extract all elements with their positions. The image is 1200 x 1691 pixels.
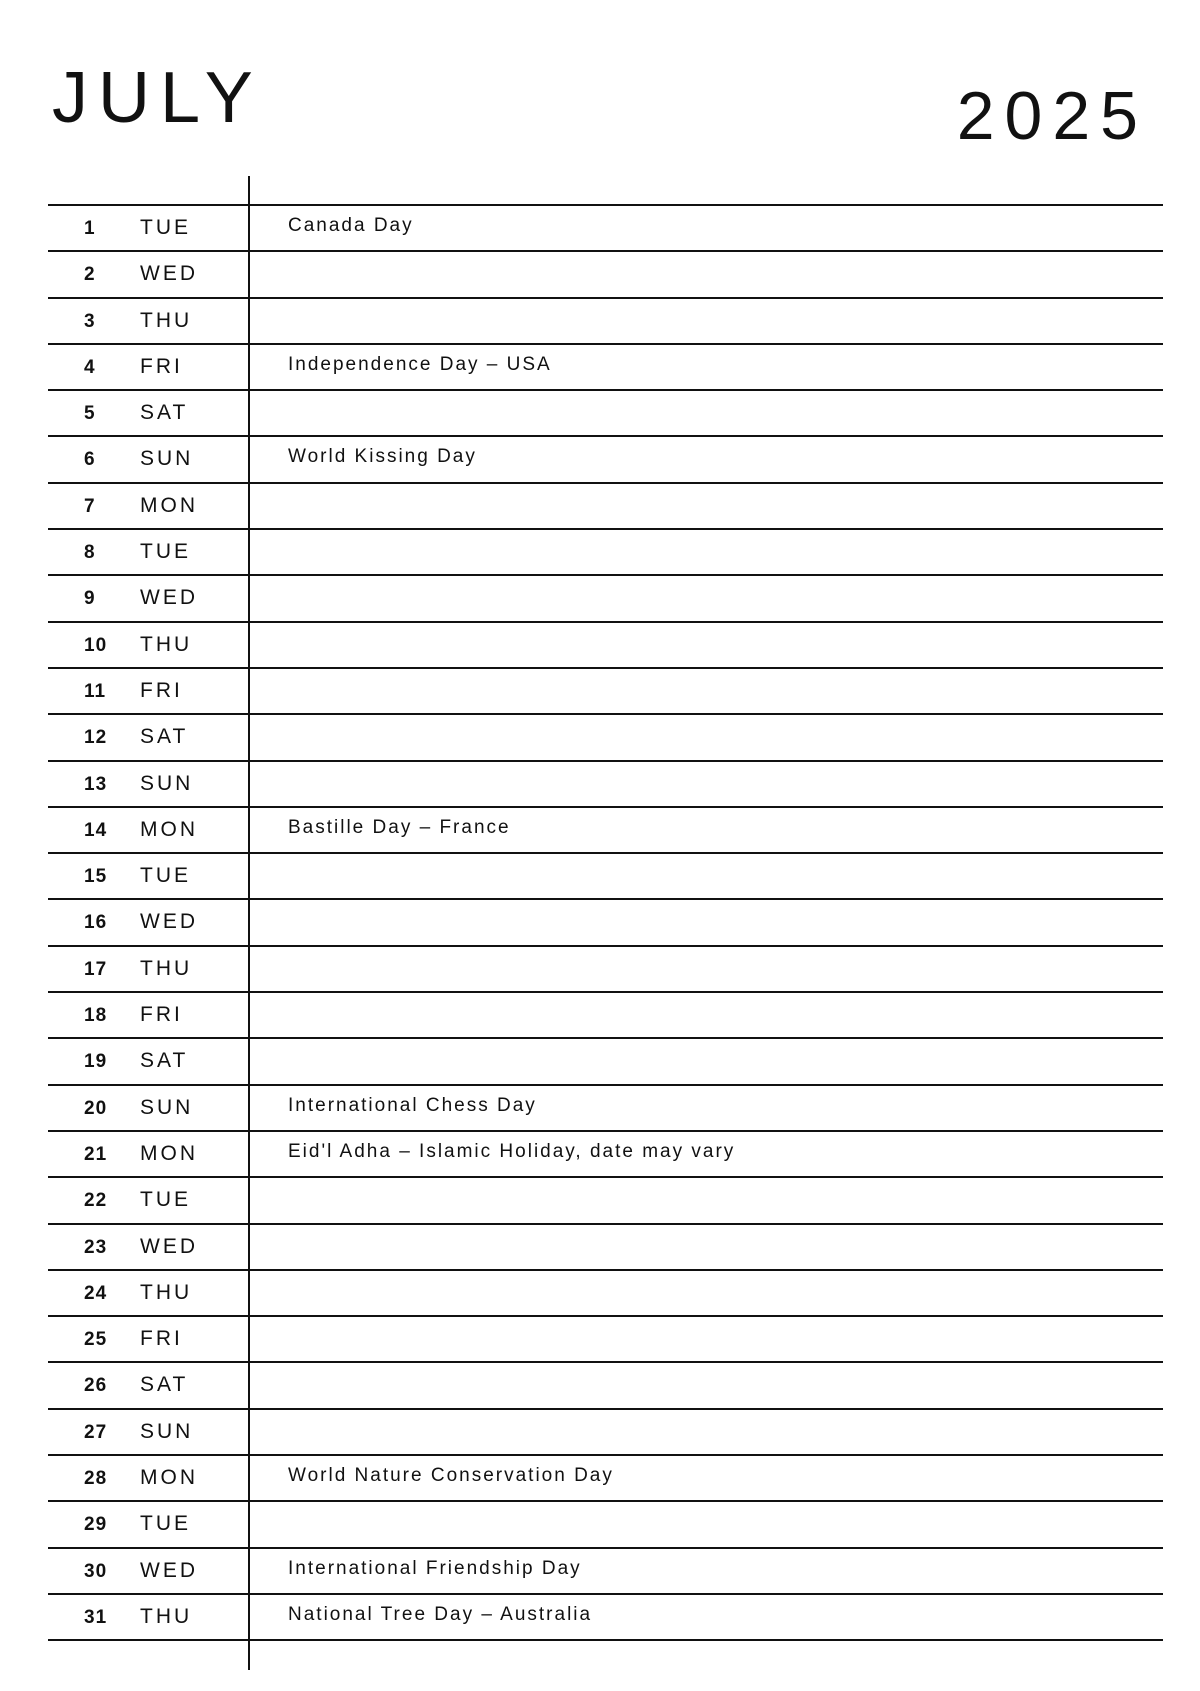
weekday-label: WED: [140, 1234, 198, 1258]
day-row[interactable]: [48, 1502, 1163, 1548]
day-number: 28: [84, 1468, 108, 1490]
day-row[interactable]: [48, 715, 1163, 761]
day-number: 4: [84, 356, 96, 378]
day-row[interactable]: [48, 1317, 1163, 1363]
day-number: 17: [84, 958, 108, 980]
event-text[interactable]: World Kissing Day: [288, 446, 477, 468]
day-row[interactable]: [48, 1456, 1163, 1502]
day-number: 16: [84, 912, 108, 934]
day-row[interactable]: [48, 391, 1163, 437]
day-row[interactable]: [48, 345, 1163, 391]
day-row[interactable]: [48, 484, 1163, 530]
day-number: 9: [84, 588, 96, 610]
day-row[interactable]: [48, 854, 1163, 900]
day-planner: [48, 176, 1163, 1670]
day-row[interactable]: [48, 1410, 1163, 1456]
day-number: 18: [84, 1005, 108, 1027]
day-number: 15: [84, 866, 108, 888]
weekday-label: FRI: [140, 354, 183, 378]
day-row[interactable]: [48, 669, 1163, 715]
day-number: 22: [84, 1190, 108, 1212]
day-number: 23: [84, 1236, 108, 1258]
weekday-label: SUN: [140, 1419, 194, 1443]
year-title: 2025: [956, 78, 1148, 154]
weekday-label: FRI: [140, 1327, 183, 1351]
day-number: 6: [84, 449, 96, 471]
day-number: 30: [84, 1560, 108, 1582]
weekday-label: TUE: [140, 540, 191, 564]
weekday-label: THU: [140, 632, 193, 656]
day-row[interactable]: [48, 900, 1163, 946]
day-row[interactable]: [48, 1595, 1163, 1641]
day-row[interactable]: [48, 1178, 1163, 1224]
weekday-label: THU: [140, 1280, 193, 1304]
day-number: 12: [84, 727, 108, 749]
day-row[interactable]: [48, 1225, 1163, 1271]
event-text[interactable]: Canada Day: [288, 215, 414, 236]
day-row[interactable]: [48, 808, 1163, 854]
day-row[interactable]: [48, 299, 1163, 345]
event-text[interactable]: National Tree Day – Australia: [288, 1603, 593, 1625]
event-text[interactable]: International Chess Day: [288, 1094, 537, 1116]
month-title: JULY: [52, 58, 263, 138]
event-text[interactable]: International Friendship Day: [288, 1557, 582, 1579]
weekday-label: SAT: [140, 1373, 189, 1397]
day-number: 26: [84, 1375, 108, 1397]
day-number: 13: [84, 773, 108, 795]
event-text[interactable]: Bastille Day – France: [288, 816, 511, 838]
weekday-label: SUN: [140, 1095, 194, 1119]
weekday-label: FRI: [140, 1003, 183, 1027]
weekday-label: MON: [140, 493, 198, 517]
day-number: 10: [84, 634, 108, 656]
day-row[interactable]: [48, 437, 1163, 483]
day-number: 24: [84, 1282, 108, 1304]
weekday-label: MON: [140, 817, 198, 841]
day-number: 27: [84, 1421, 108, 1443]
day-row[interactable]: [48, 947, 1163, 993]
weekday-label: THU: [140, 956, 193, 980]
day-number: 2: [84, 264, 96, 286]
day-number: 19: [84, 1051, 108, 1073]
day-row[interactable]: [48, 1039, 1163, 1085]
day-row[interactable]: [48, 993, 1163, 1039]
day-number: 14: [84, 819, 108, 841]
day-row[interactable]: [48, 1363, 1163, 1409]
day-row[interactable]: [48, 1271, 1163, 1317]
weekday-label: SAT: [140, 401, 189, 425]
day-rows: [48, 204, 1163, 1641]
day-number: 11: [84, 680, 107, 702]
weekday-label: TUE: [140, 1512, 191, 1536]
weekday-label: TUE: [140, 1188, 191, 1212]
weekday-label: THU: [140, 1604, 193, 1628]
weekday-label: SUN: [140, 771, 194, 795]
day-number: 5: [84, 403, 96, 425]
day-number: 25: [84, 1329, 108, 1351]
event-text[interactable]: Eid'l Adha – Islamic Holiday, date may vary: [288, 1140, 736, 1162]
event-text[interactable]: World Nature Conservation Day: [288, 1465, 614, 1487]
weekday-label: TUE: [140, 216, 191, 239]
day-row[interactable]: [48, 762, 1163, 808]
weekday-label: SAT: [140, 1049, 189, 1073]
day-row[interactable]: [48, 576, 1163, 622]
weekday-label: WED: [140, 262, 198, 286]
day-row[interactable]: [48, 1132, 1163, 1178]
day-row[interactable]: [48, 1086, 1163, 1132]
day-number: 21: [84, 1143, 108, 1165]
day-row[interactable]: [48, 206, 1163, 252]
day-number: 29: [84, 1514, 108, 1536]
weekday-label: MON: [140, 1466, 198, 1490]
weekday-label: MON: [140, 1141, 198, 1165]
weekday-label: TUE: [140, 864, 191, 888]
day-row[interactable]: [48, 252, 1163, 298]
weekday-label: SAT: [140, 725, 189, 749]
day-row[interactable]: [48, 623, 1163, 669]
day-number: 1: [84, 218, 96, 239]
day-number: 8: [84, 542, 96, 564]
day-row[interactable]: [48, 530, 1163, 576]
day-number: 7: [84, 495, 96, 517]
day-number: 20: [84, 1097, 108, 1119]
weekday-label: WED: [140, 910, 198, 934]
day-row[interactable]: [48, 1549, 1163, 1595]
day-number: 31: [84, 1606, 108, 1628]
weekday-label: FRI: [140, 678, 183, 702]
event-text[interactable]: Independence Day – USA: [288, 353, 552, 375]
weekday-label: SUN: [140, 447, 194, 471]
day-number: 3: [84, 310, 96, 332]
weekday-label: WED: [140, 1558, 198, 1582]
weekday-label: WED: [140, 586, 198, 610]
weekday-label: THU: [140, 308, 193, 332]
